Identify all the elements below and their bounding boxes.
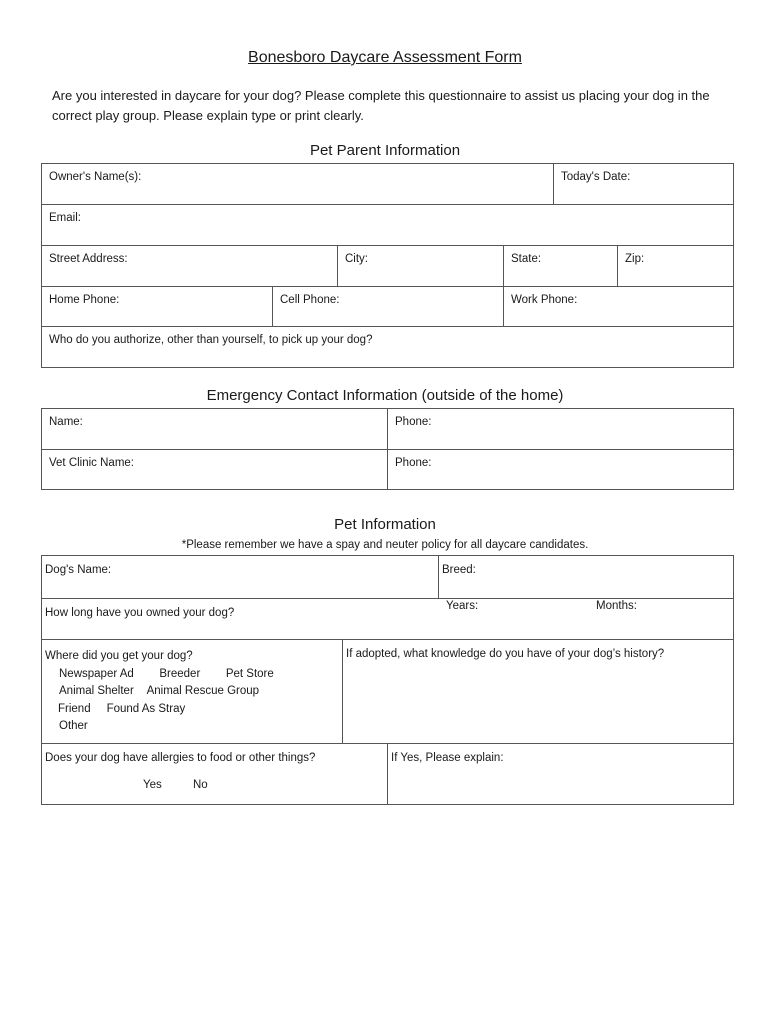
emergency-phone-label: Phone:	[395, 416, 432, 428]
vet-phone-field[interactable]	[387, 449, 734, 490]
months-label: Months:	[596, 600, 637, 612]
owner-name-label: Owner's Name(s):	[49, 171, 142, 183]
vet-clinic-label: Vet Clinic Name:	[49, 457, 135, 469]
allergy-explain-field[interactable]	[387, 743, 734, 805]
dog-name-field[interactable]	[41, 555, 439, 599]
state-field[interactable]	[503, 245, 618, 287]
email-field[interactable]	[41, 204, 734, 246]
years-label: Years:	[446, 600, 479, 612]
home-phone-field[interactable]	[41, 286, 273, 327]
breed-label: Breed:	[442, 564, 476, 576]
adopted-history-label: If adopted, what knowledge do you have of your dog’s history?	[346, 648, 665, 660]
years-field[interactable]	[446, 600, 478, 612]
vet-clinic-field[interactable]	[41, 449, 388, 490]
todays-date-label: Today's Date:	[561, 171, 631, 183]
pet-parent-heading: Pet Parent Information	[309, 142, 461, 159]
authorized-pickup-field[interactable]	[41, 326, 734, 368]
months-field[interactable]	[596, 600, 637, 612]
allergy-explain-label: If Yes, Please explain:	[391, 752, 504, 764]
emergency-phone-field[interactable]	[387, 408, 734, 450]
dog-name-label: Dog's Name:	[45, 564, 112, 576]
work-phone-label: Work Phone:	[511, 294, 578, 306]
zip-label: Zip:	[625, 253, 645, 265]
owned-duration-label: How long have you owned your dog?	[45, 607, 235, 619]
zip-field[interactable]	[617, 245, 734, 287]
home-phone-label: Home Phone:	[49, 294, 120, 306]
source-friend-option[interactable]: Friend	[58, 702, 91, 715]
pet-info-heading: Pet Information	[334, 516, 436, 533]
allergies-no-option[interactable]: No	[193, 779, 208, 791]
work-phone-field[interactable]	[503, 286, 734, 327]
allergies-yes-option[interactable]: Yes	[143, 779, 162, 791]
emergency-heading: Emergency Contact Information (outside of the home)	[206, 387, 564, 404]
street-address-label: Street Address:	[49, 253, 128, 265]
allergies-field	[41, 743, 388, 805]
source-animal-shelter-option[interactable]: Animal Shelter	[59, 685, 134, 697]
vet-phone-label: Phone:	[395, 457, 432, 469]
city-field[interactable]	[337, 245, 504, 287]
street-address-field[interactable]	[41, 245, 338, 287]
source-rescue-group-option[interactable]: Animal Rescue Group	[146, 685, 260, 697]
state-label: State:	[511, 253, 542, 265]
allergies-label: Does your dog have allergies to food or other things?	[45, 752, 316, 764]
emergency-name-field[interactable]	[41, 408, 388, 450]
dog-source-label: Where did you get your dog?	[45, 650, 193, 662]
breed-field[interactable]	[438, 555, 734, 599]
dog-source-field	[41, 639, 343, 744]
source-other-option[interactable]: Other	[59, 720, 88, 732]
cell-phone-label: Cell Phone:	[280, 294, 340, 306]
authorized-pickup-label: Who do you authorize, other than yourself, to pick up your dog?	[49, 334, 373, 346]
source-newspaper-option[interactable]: Newspaper Ad	[59, 667, 134, 680]
cell-phone-field[interactable]	[272, 286, 504, 327]
source-pet-store-option[interactable]: Pet Store	[225, 667, 274, 680]
email-label: Email:	[49, 212, 81, 224]
form-title: Bonesboro Daycare Assessment Form	[248, 49, 522, 66]
owner-name-field[interactable]	[41, 163, 554, 205]
todays-date-field[interactable]	[553, 163, 734, 205]
intro-text: Are you interested in daycare for your dog? Please complete this questionnaire to assist us placing your dog in the correct play group. Please explain type or print clearly.	[52, 88, 710, 123]
adopted-history-field[interactable]	[342, 639, 734, 744]
spay-neuter-note: *Please remember we have a spay and neuter policy for all daycare candidates.	[181, 539, 589, 551]
emergency-name-label: Name:	[49, 416, 83, 428]
city-label: City:	[345, 253, 368, 265]
source-found-stray-option[interactable]: Found As Stray	[106, 702, 186, 715]
source-breeder-option[interactable]: Breeder	[159, 667, 201, 680]
